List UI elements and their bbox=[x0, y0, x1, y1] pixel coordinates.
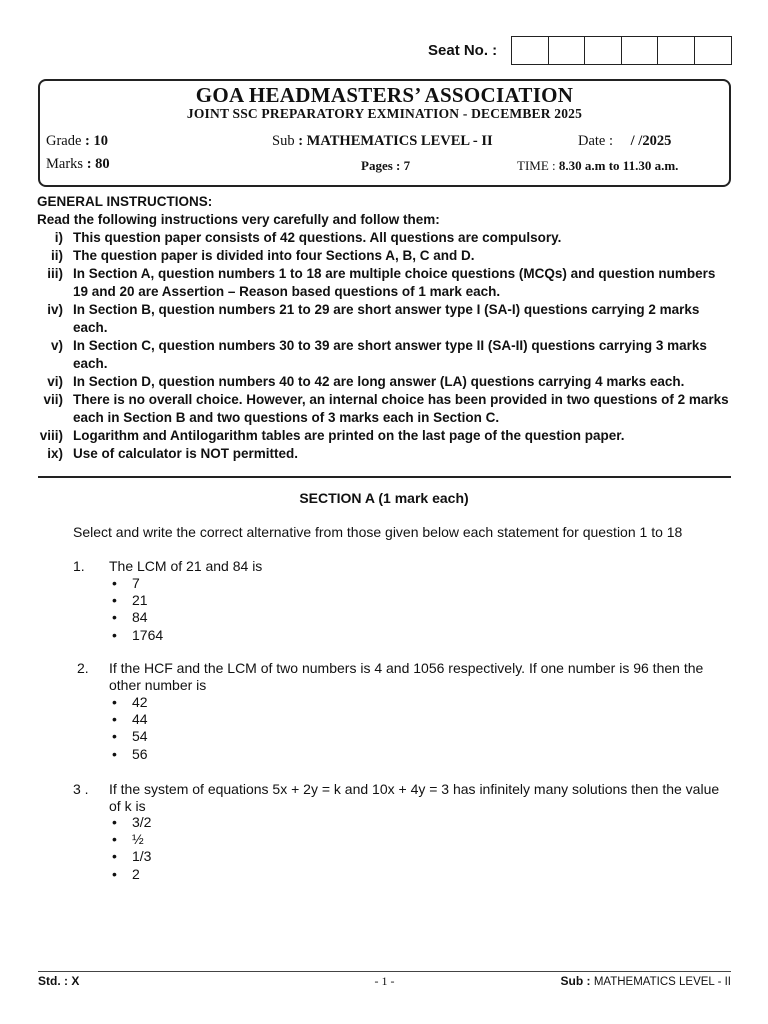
general-instructions bbox=[37, 193, 731, 463]
option: • 56 bbox=[109, 746, 148, 763]
instruction-item bbox=[37, 427, 731, 445]
seat-box bbox=[512, 37, 549, 64]
seat-box bbox=[622, 37, 659, 64]
marks-label: Marks bbox=[46, 156, 84, 172]
instruction-number: ix) bbox=[47, 446, 63, 461]
instruction-text: In Section B, question numbers 21 to 29 are short answer type I (SA-I) questions carrying 2 marks each. bbox=[73, 302, 700, 335]
option: • 44 bbox=[109, 711, 148, 728]
date-value: / /2025 bbox=[630, 133, 672, 149]
time bbox=[517, 158, 678, 174]
instruction-item bbox=[37, 301, 731, 337]
instruction-text: There is no overall choice. However, an internal choice has been provided in two questions of 2 marks each in Section B and two questions of 3 marks each in Section C. bbox=[73, 392, 729, 425]
option: • 21 bbox=[109, 592, 163, 609]
question-number: 1. bbox=[73, 558, 85, 574]
instruction-item bbox=[37, 337, 731, 373]
question-number: 3 . bbox=[73, 781, 89, 797]
footer-subject bbox=[560, 974, 731, 988]
instruction-text: In Section D, question numbers 40 to 42 are long answer (LA) questions carrying 4 marks each. bbox=[73, 374, 685, 389]
instruction-item bbox=[37, 391, 731, 427]
question-text: The LCM of 21 and 84 is bbox=[109, 558, 263, 574]
option: • ½ bbox=[109, 831, 151, 848]
instruction-number: iv) bbox=[47, 302, 63, 317]
options-list bbox=[109, 814, 151, 883]
pages: Pages : 7 bbox=[361, 158, 411, 173]
seat-number bbox=[428, 36, 732, 65]
seat-box bbox=[695, 37, 732, 64]
subject-label: Sub bbox=[272, 133, 295, 149]
instruction-number: v) bbox=[50, 338, 63, 353]
section-directions: Select and write the correct alternative from those given below each statement for question 1 to 18 bbox=[73, 524, 683, 540]
question-number: 2. bbox=[77, 660, 89, 676]
seat-number-boxes bbox=[511, 36, 732, 65]
marks-value: : 80 bbox=[86, 156, 110, 172]
instruction-number: viii) bbox=[39, 428, 63, 443]
footer-divider bbox=[38, 971, 731, 972]
footer-standard: Std. : X bbox=[38, 974, 80, 988]
instruction-number: ii) bbox=[51, 248, 63, 263]
instruction-item bbox=[37, 445, 731, 463]
grade-value: : 10 bbox=[85, 133, 109, 149]
instruction-text: Logarithm and Antilogarithm tables are printed on the last page of the question paper. bbox=[73, 428, 625, 443]
exam-subtitle: JOINT SSC PREPARATORY EXMINATION - DECEMBER 2025 bbox=[186, 106, 583, 121]
time-label: TIME : bbox=[517, 158, 556, 173]
footer-subject-value: MATHEMATICS LEVEL - II bbox=[593, 976, 731, 988]
date bbox=[578, 133, 671, 150]
instruction-number: vi) bbox=[47, 374, 63, 389]
grade-label: Grade bbox=[46, 133, 82, 149]
option: • 3/2 bbox=[109, 814, 151, 831]
section-title: SECTION A (1 mark each) bbox=[299, 490, 469, 506]
instruction-text: The question paper is divided into four Sections A, B, C and D. bbox=[73, 248, 475, 263]
footer-subject-label: Sub : bbox=[560, 974, 591, 988]
seat-label: Seat No. : bbox=[428, 42, 498, 59]
option: • 1764 bbox=[109, 627, 163, 644]
time-value: 8.30 a.m to 11.30 a.m. bbox=[558, 158, 679, 173]
subject bbox=[272, 133, 493, 150]
instruction-text: In Section A, question numbers 1 to 18 are multiple choice questions (MCQs) and question numbers 19 and 20 are Assertion – Reason based questions of 1 mark each. bbox=[73, 266, 716, 299]
option: • 54 bbox=[109, 728, 148, 745]
exam-header bbox=[38, 79, 731, 187]
association-title: GOA HEADMASTERS’ ASSOCIATION bbox=[195, 83, 574, 107]
grade bbox=[46, 133, 108, 150]
marks bbox=[46, 156, 110, 173]
instruction-item bbox=[37, 265, 731, 301]
instructions-list bbox=[37, 229, 731, 463]
instructions-heading: GENERAL INSTRUCTIONS: bbox=[37, 194, 213, 209]
option: • 84 bbox=[109, 609, 163, 626]
instruction-number: vii) bbox=[43, 392, 63, 407]
seat-box bbox=[585, 37, 622, 64]
option: • 7 bbox=[109, 575, 163, 592]
instruction-item bbox=[37, 229, 731, 247]
seat-box bbox=[658, 37, 695, 64]
instruction-number: i) bbox=[54, 230, 63, 245]
question-text: If the system of equations 5x + 2y = k and 10x + 4y = 3 has infinitely many solutions then the value of k is bbox=[109, 781, 720, 814]
option: • 42 bbox=[109, 694, 148, 711]
instruction-item bbox=[37, 373, 731, 391]
subject-value: : MATHEMATICS LEVEL - II bbox=[298, 133, 493, 149]
option: • 2 bbox=[109, 866, 151, 883]
instruction-number: iii) bbox=[47, 266, 63, 281]
seat-box bbox=[549, 37, 586, 64]
date-label: Date : bbox=[578, 133, 614, 149]
option: • 1/3 bbox=[109, 848, 151, 865]
instruction-text: Use of calculator is NOT permitted. bbox=[73, 446, 299, 461]
page-number: - 1 - bbox=[374, 974, 395, 988]
instructions-intro: Read the following instructions very carefully and follow them: bbox=[37, 212, 440, 227]
options-list bbox=[109, 694, 148, 763]
instruction-text: This question paper consists of 42 questions. All questions are compulsory. bbox=[73, 230, 562, 245]
options-list bbox=[109, 575, 163, 644]
instruction-item bbox=[37, 247, 731, 265]
section-divider bbox=[38, 476, 731, 478]
question-text: If the HCF and the LCM of two numbers is 4 and 1056 respectively. If one number is 96 then the other number is bbox=[109, 660, 704, 693]
instruction-text: In Section C, question numbers 30 to 39 are short answer type II (SA-II) questions carrying 3 marks each. bbox=[73, 338, 707, 371]
